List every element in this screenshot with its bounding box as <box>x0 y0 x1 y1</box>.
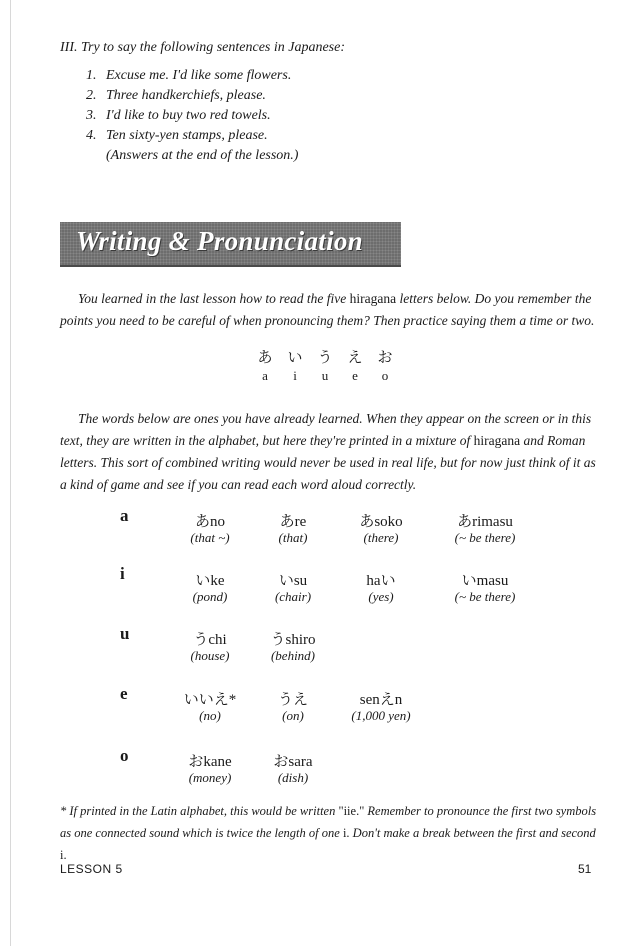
kana-char: あ <box>257 350 273 366</box>
vocab-word: haい <box>366 573 396 589</box>
exercise-item <box>86 126 291 146</box>
exercise-item-number: 2. <box>86 88 97 103</box>
vocab-gloss: (no) <box>199 708 221 723</box>
section-title: Writing & Pronunciation <box>76 226 363 256</box>
vocab-gloss: (~ be there) <box>454 589 516 604</box>
vocab-word: あre <box>279 514 307 530</box>
section-banner <box>60 222 401 267</box>
intro-term: hiragana <box>349 291 397 306</box>
vocab-gloss: (money) <box>188 770 232 785</box>
exercise-item-text: I'd like to buy two red towels. <box>106 108 271 123</box>
page-edge <box>10 0 11 946</box>
vocab-gloss: (dish) <box>277 770 309 785</box>
kana-row <box>250 346 400 367</box>
vocab-gloss: (yes) <box>368 589 394 604</box>
vocab-gloss: (pond) <box>192 589 228 604</box>
footnote-term: i. <box>60 848 67 862</box>
romaji-row <box>250 368 400 384</box>
vocab-word: いいえ* <box>183 692 237 708</box>
kana-char: お <box>377 350 393 366</box>
footnote <box>60 800 605 866</box>
exercise-heading: III. Try to say the following sentences in Japanese: <box>60 40 345 55</box>
exercise-item-text: Ten sixty-yen stamps, please. <box>106 128 268 143</box>
footnote-text: Remember to pronounce the first two symbols as one connected sound which is twice the length of one <box>60 804 597 840</box>
vocab-gloss: (that ~) <box>190 530 230 545</box>
exercise-list <box>86 66 291 146</box>
paragraph-term: hiragana <box>473 433 521 448</box>
exercise-item <box>86 66 291 86</box>
vocab-gloss: (on) <box>282 708 304 723</box>
vocab-word: おsara <box>273 754 313 770</box>
exercise-item-number: 4. <box>86 128 97 143</box>
vowel-label: o <box>120 746 129 765</box>
romaji-char: e <box>352 368 358 383</box>
paragraph-text: The words below are ones you have already learned. When they appear on the screen or in this text, they are written in the alphabet, but here they're printed in a mixture of <box>60 411 592 448</box>
romaji-char: a <box>262 368 268 383</box>
vocab-gloss: (that) <box>278 530 308 545</box>
vocab-word: いsu <box>278 573 308 589</box>
intro-paragraph <box>60 288 600 332</box>
exercise-item <box>86 106 291 126</box>
intro-text: You learned in the last lesson how to read the five <box>78 291 350 306</box>
vocab-gloss: (chair) <box>274 589 312 604</box>
vocab-gloss: (1,000 yen) <box>351 708 411 723</box>
vowel-label: e <box>120 684 128 703</box>
vocab-word: いke <box>195 573 225 589</box>
footnote-term: i. <box>342 826 350 840</box>
vocab-word: あno <box>194 514 225 530</box>
exercise-item-number: 1. <box>86 68 97 83</box>
vocab-word: あsoko <box>359 514 403 530</box>
vowel-label: a <box>120 506 129 525</box>
exercise-item-number: 3. <box>86 108 97 123</box>
exercise-item-text: Three handkerchiefs, please. <box>106 88 266 103</box>
vowel-label: i <box>120 564 125 583</box>
exercise-item <box>86 86 291 106</box>
vowel-label: u <box>120 624 130 643</box>
answers-note: (Answers at the end of the lesson.) <box>106 148 299 163</box>
lesson-label: LESSON 5 <box>60 862 123 876</box>
vocab-word: senえn <box>359 692 403 708</box>
words-paragraph <box>60 408 600 496</box>
footnote-term: "iie." <box>338 804 365 818</box>
intro-text: letters below. Do you remember the points you need to be careful of when pronouncing them? Then practice saying them a time or two. <box>60 291 595 328</box>
vocab-gloss: (~ be there) <box>454 530 516 545</box>
footnote-text: Don't make a break between the first and second <box>349 826 596 840</box>
exercise-item-text: Excuse me. I'd like some flowers. <box>106 68 292 83</box>
vocab-gloss: (behind) <box>270 648 316 663</box>
vocab-word: うえ <box>277 692 308 708</box>
vocab-word: うchi <box>193 632 227 648</box>
vocab-word: うshiro <box>270 632 316 648</box>
romaji-char: i <box>293 368 297 383</box>
vocab-word: おkane <box>188 754 232 770</box>
romaji-char: u <box>321 368 329 383</box>
page-number: 51 <box>578 862 592 876</box>
footnote-text: * If printed in the Latin alphabet, this would be written <box>60 804 339 818</box>
kana-char: い <box>287 350 303 366</box>
kana-char: う <box>317 350 333 366</box>
vocab-gloss: (there) <box>363 530 399 545</box>
kana-char: え <box>347 350 363 366</box>
romaji-char: o <box>381 368 389 383</box>
vocab-gloss: (house) <box>190 648 230 663</box>
vocab-word: いmasu <box>461 573 509 589</box>
vocab-word: あrimasu <box>457 514 513 530</box>
paragraph-text: and Roman letters. This sort of combined writing would never be used in real life, but for now just think of it as a kind of game and see if you can read each word aloud correctly. <box>60 433 596 492</box>
